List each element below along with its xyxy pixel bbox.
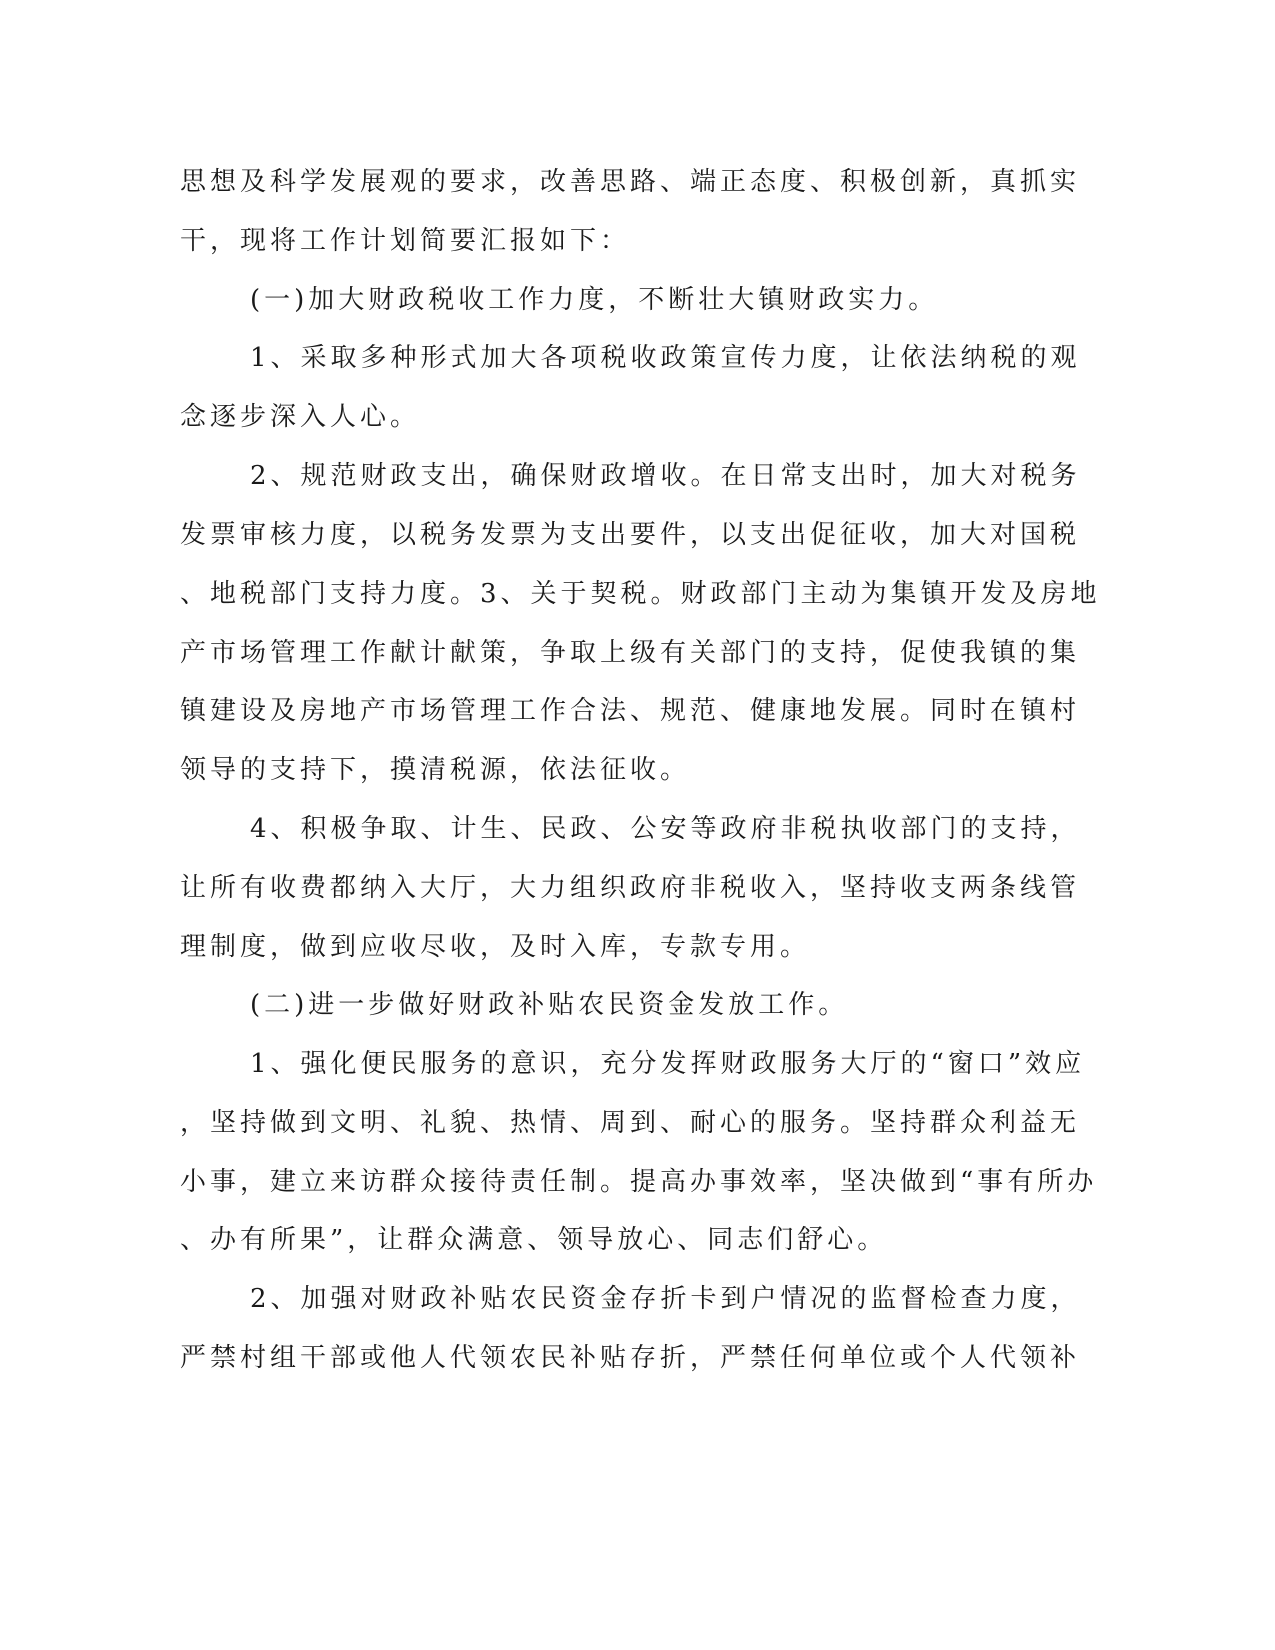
body-text-line: 2、规范财政支出，确保财政增收。在日常支出时，加大对税务 xyxy=(250,461,1081,491)
body-text-line: 干，现将工作计划简要汇报如下： xyxy=(180,226,631,256)
section-heading: (二)进一步做好财政补贴农民资金发放工作。 xyxy=(250,990,849,1020)
body-text-line: 小事，建立来访群众接待责任制。提高办事效率，坚决做到“事有所办 xyxy=(180,1167,1098,1197)
body-text-line: 镇建设及房地产市场管理工作合法、规范、健康地发展。同时在镇村 xyxy=(180,696,1081,726)
body-text-line: 念逐步深入人心。 xyxy=(180,402,421,432)
body-text-line: 严禁村组干部或他人代领农民补贴存折，严禁任何单位或个人代领补 xyxy=(180,1343,1081,1373)
body-text-line: 、办有所果”，让群众满意、领导放心、同志们舒心。 xyxy=(180,1225,888,1255)
body-text-line: ，坚持做到文明、礼貌、热情、周到、耐心的服务。坚持群众利益无 xyxy=(180,1108,1081,1138)
body-text-line: 理制度，做到应收尽收，及时入库，专款专用。 xyxy=(180,932,811,962)
body-text-line: 1、采取多种形式加大各项税收政策宣传力度，让依法纳税的观 xyxy=(250,343,1081,373)
body-text-line: 、地税部门支持力度。3、关于契税。财政部门主动为集镇开发及房地 xyxy=(180,579,1101,609)
body-text-line: 产市场管理工作献计献策，争取上级有关部门的支持，促使我镇的集 xyxy=(180,638,1081,668)
body-text-line: 领导的支持下，摸清税源，依法征收。 xyxy=(180,755,691,785)
body-text-line: 2、加强对财政补贴农民资金存折卡到户情况的监督检查力度， xyxy=(250,1284,1081,1314)
body-text-line: 发票审核力度，以税务发票为支出要件，以支出促征收，加大对国税 xyxy=(180,520,1081,550)
body-text-line: 1、强化便民服务的意识，充分发挥财政服务大厅的“窗口”效应 xyxy=(250,1049,1086,1079)
section-heading: (一)加大财政税收工作力度，不断壮大镇财政实力。 xyxy=(250,285,939,315)
body-text-line: 让所有收费都纳入大厅，大力组织政府非税收入，坚持收支两条线管 xyxy=(180,873,1081,903)
body-text-line: 4、积极争取、计生、民政、公安等政府非税执收部门的支持， xyxy=(250,814,1081,844)
body-text-line: 思想及科学发展观的要求，改善思路、端正态度、积极创新，真抓实 xyxy=(180,167,1081,197)
